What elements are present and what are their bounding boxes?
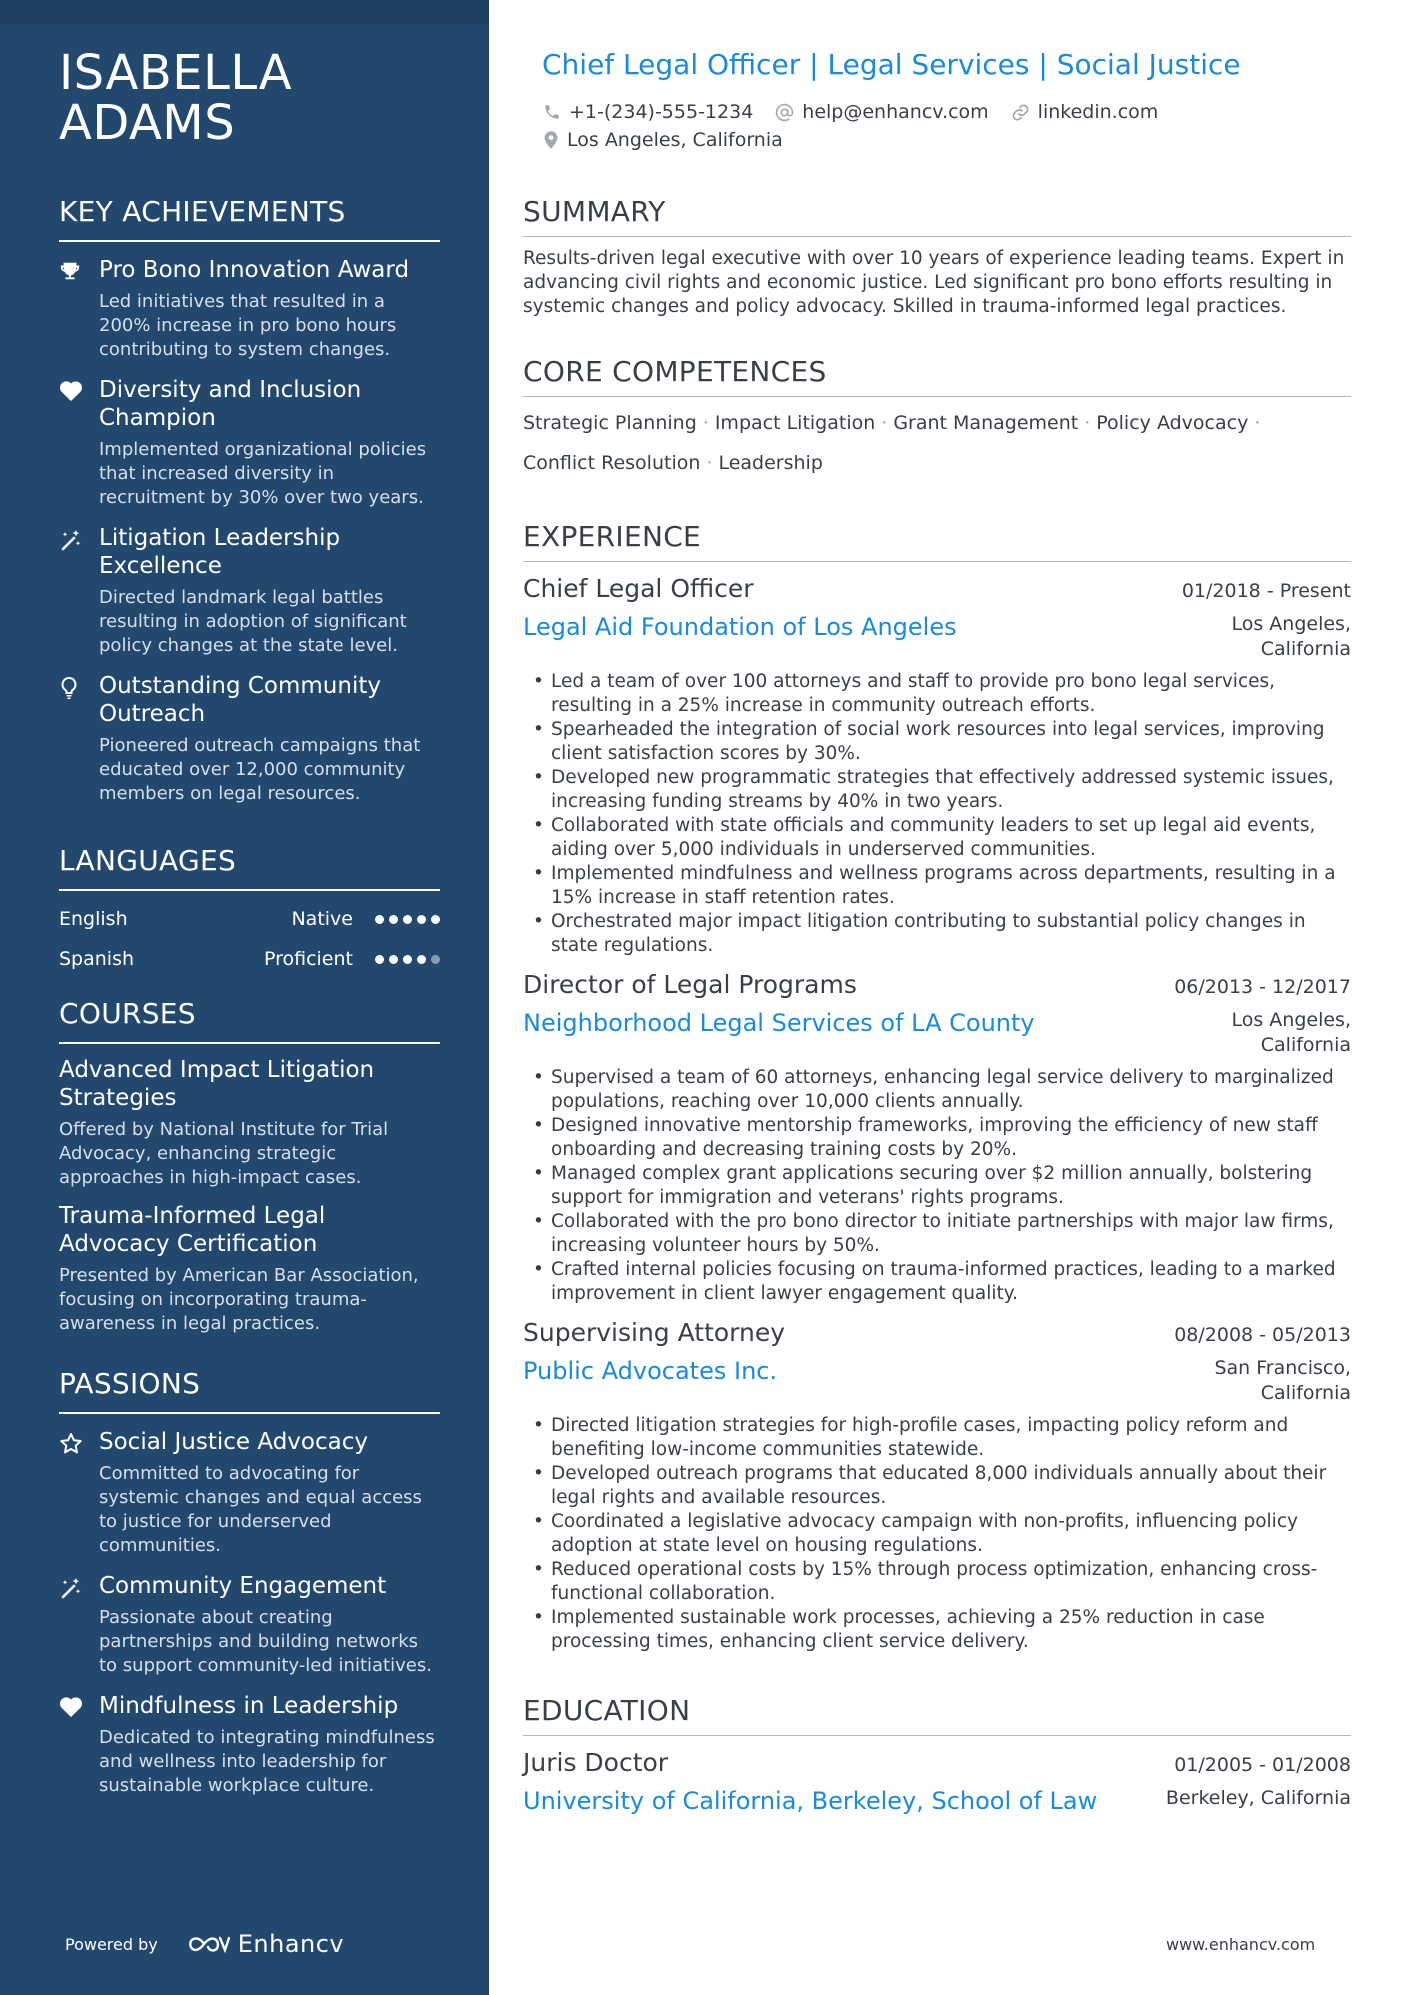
job-title: Chief Legal Officer: [523, 574, 754, 603]
course-item: [59, 1202, 440, 1336]
section-title: SUMMARY: [523, 194, 1351, 237]
rating-dot: [431, 915, 440, 924]
passion-item: [59, 1572, 440, 1678]
experience-section: [523, 519, 1351, 1654]
job-entry: [523, 572, 1351, 958]
course-desc: Presented by American Bar Association, focusing on incorporating trauma-awareness in legal practices.: [59, 1265, 419, 1334]
phone-text: +1-(234)-555-1234: [569, 101, 754, 123]
website-link[interactable]: www.enhancv.com: [1166, 1935, 1316, 1954]
course-desc: Offered by National Institute for Trial Advocacy, enhancing strategic approaches in high-impact cases.: [59, 1119, 389, 1188]
job-location: San Francisco, California: [1214, 1357, 1351, 1404]
section-title: LANGUAGES: [59, 843, 440, 891]
enhancv-logo-icon: [186, 1933, 230, 1955]
school-name[interactable]: University of California, Berkeley, School of Law: [523, 1787, 1098, 1815]
education-dates: 01/2005 - 01/2008: [1174, 1754, 1351, 1776]
achievement-desc: Directed landmark legal battles resulting in adoption of significant policy changes at the state level.: [99, 587, 407, 656]
section-title: EDUCATION: [523, 1693, 1351, 1736]
language-level: Proficient: [263, 948, 353, 970]
job-location: Los Angeles, California: [1231, 613, 1351, 660]
rating-dot: [389, 955, 398, 964]
passions-section: [59, 1366, 440, 1798]
contact-location: [543, 129, 783, 151]
job-company[interactable]: Legal Aid Foundation of Los Angeles: [523, 613, 957, 641]
job-dates: 01/2018 - Present: [1181, 580, 1351, 602]
language-level: Native: [291, 908, 353, 930]
job-bullet: • Designed innovative mentorship frameworks, improving the efficiency of new staff onboarding and decreasing training costs by 20%.: [523, 1114, 1351, 1162]
name-first: ISABELLA: [59, 45, 293, 101]
passion-title: Social Justice Advocacy: [99, 1429, 368, 1455]
passion-title: Mindfulness in Leadership: [99, 1693, 399, 1719]
job-bullets: [523, 1066, 1351, 1306]
job-bullet: • Collaborated with the pro bono director to initiate partnerships with major law firms, increasing volunteer hours by 50%.: [523, 1210, 1351, 1258]
job-bullet: • Supervised a team of 60 attorneys, enhancing legal service delivery to marginalized populations, reaching over 10,000 clients annually.: [523, 1066, 1351, 1114]
tag-separator: ·: [702, 412, 709, 434]
achievement-title: Diversity and Inclusion Champion: [99, 377, 362, 431]
language-row: [59, 939, 440, 979]
location-pin-icon: [543, 130, 559, 150]
job-bullet: • Reduced operational costs by 15% through process optimization, enhancing cross-functional collaboration.: [523, 1558, 1351, 1606]
powered-by: [65, 1930, 344, 1958]
job-bullet: • Collaborated with state officials and community leaders to set up legal aid events, aiding over 5,000 individuals in underserved communities.: [523, 814, 1351, 862]
lightbulb-icon: [59, 672, 99, 806]
passion-item: [59, 1692, 440, 1798]
rating-dot: [375, 955, 384, 964]
achievement-item: [59, 376, 440, 510]
rating-dot: [375, 915, 384, 924]
passion-desc: Passionate about creating partnerships and building networks to support community-led initiatives.: [99, 1607, 432, 1676]
rating-dot: [417, 915, 426, 924]
job-entry: [523, 968, 1351, 1306]
job-location: Los Angeles, California: [1231, 1009, 1351, 1056]
achievement-title: Outstanding Community Outreach: [99, 673, 381, 727]
job-bullet: • Crafted internal policies focusing on trauma-informed practices, leading to a marked improvement in client lawyer engagement quality.: [523, 1258, 1351, 1306]
at-sign-icon: [775, 103, 794, 122]
section-title: CORE COMPETENCES: [523, 354, 1351, 397]
achievement-desc: Pioneered outreach campaigns that educated over 12,000 community members on legal resources.: [99, 735, 421, 804]
achievement-title: Pro Bono Innovation Award: [99, 257, 410, 283]
contact-email[interactable]: [775, 101, 988, 123]
magic-wand-icon: [59, 524, 99, 658]
achievement-item: [59, 524, 440, 658]
section-title: COURSES: [59, 996, 440, 1044]
competence-tag: Policy Advocacy: [1096, 412, 1249, 434]
passion-desc: Committed to advocating for systemic changes and equal access to justice for underserved communities.: [99, 1463, 422, 1556]
languages-section: [59, 843, 440, 979]
phone-icon: [543, 103, 561, 121]
competence-tags: [523, 403, 1351, 483]
competence-tag: Strategic Planning: [523, 412, 697, 434]
key-achievements-section: [59, 194, 440, 806]
section-title: PASSIONS: [59, 1366, 440, 1414]
courses-section: [59, 996, 440, 1336]
job-title: Supervising Attorney: [523, 1318, 786, 1347]
tag-separator: ·: [1254, 412, 1261, 434]
language-row: [59, 899, 440, 939]
job-bullets: [523, 1414, 1351, 1654]
competence-tag: Conflict Resolution: [523, 452, 701, 474]
competence-tag: Grant Management: [893, 412, 1079, 434]
tag-separator: ·: [881, 412, 888, 434]
magic-wand-icon: [59, 1572, 99, 1678]
section-title: EXPERIENCE: [523, 519, 1351, 562]
job-bullet: • Directed litigation strategies for high-profile cases, impacting policy reform and benefiting low-income communities statewide.: [523, 1414, 1351, 1462]
course-title: Trauma-Informed Legal Advocacy Certification: [59, 1203, 326, 1257]
job-bullet: • Orchestrated major impact litigation contributing to substantial policy changes in state regulations.: [523, 910, 1351, 958]
contact-linkedin[interactable]: [1011, 101, 1159, 123]
job-title: Director of Legal Programs: [523, 970, 857, 999]
rating-dot: [431, 955, 440, 964]
course-item: [59, 1056, 440, 1190]
job-bullet: • Implemented sustainable work processes, achieving a 25% reduction in case processing times, enhancing client service delivery.: [523, 1606, 1351, 1654]
job-bullet: • Led a team of over 100 attorneys and staff to provide pro bono legal services, resulting in a 25% increase in community outreach efforts.: [523, 670, 1351, 718]
headline: Chief Legal Officer | Legal Services | Social Justice: [542, 48, 1241, 81]
job-bullet: • Managed complex grant applications securing over $2 million annually, bolstering support for immigration and veterans' rights programs.: [523, 1162, 1351, 1210]
job-company[interactable]: Public Advocates Inc.: [523, 1357, 778, 1385]
achievement-desc: Implemented organizational policies that increased diversity in recruitment by 30% over two years.: [99, 439, 427, 508]
tag-separator: ·: [1084, 412, 1091, 434]
section-title: KEY ACHIEVEMENTS: [59, 194, 440, 242]
achievement-item: [59, 672, 440, 806]
enhancv-logo-text: Enhancv: [237, 1930, 345, 1958]
language-name: English: [59, 908, 128, 930]
location-text: Los Angeles, California: [567, 129, 783, 151]
achievement-desc: Led initiatives that resulted in a 200% increase in pro bono hours contributing to system changes.: [99, 291, 397, 360]
language-rating: [375, 955, 440, 964]
contact-phone[interactable]: [543, 101, 753, 123]
trophy-icon: [59, 256, 99, 362]
enhancv-logo[interactable]: [186, 1930, 344, 1958]
passion-item: [59, 1428, 440, 1558]
linkedin-text: linkedin.com: [1037, 101, 1159, 123]
job-bullets: [523, 670, 1351, 958]
language-name: Spanish: [59, 948, 135, 970]
competence-tag: Impact Litigation: [714, 412, 876, 434]
powered-by-label: Powered by: [65, 1934, 158, 1954]
sidebar: [0, 0, 489, 1995]
summary-text: Results-driven legal executive with over 10 years of experience leading teams. Expert in advancing civil rights and economic justice. Led significant pro bono efforts resulting in systemic changes and policy advocacy. Skilled in trauma-informed legal practices.: [523, 248, 1345, 317]
achievement-item: [59, 256, 440, 362]
job-bullet: • Coordinated a legislative advocacy campaign with non-profits, influencing policy adoption at state level on housing regulations.: [523, 1510, 1351, 1558]
rating-dot: [403, 955, 412, 964]
rating-dot: [389, 915, 398, 924]
education-entry: [523, 1746, 1351, 1816]
job-bullet: • Developed outreach programs that educated 8,000 individuals annually about their legal rights and available resources.: [523, 1462, 1351, 1510]
passion-title: Community Engagement: [99, 1573, 387, 1599]
achievement-title: Litigation Leadership Excellence: [99, 525, 341, 579]
passion-desc: Dedicated to integrating mindfulness and wellness into leadership for sustainable workplace culture.: [99, 1727, 435, 1796]
course-title: Advanced Impact Litigation Strategies: [59, 1057, 375, 1111]
education-section: [523, 1693, 1351, 1816]
job-company[interactable]: Neighborhood Legal Services of LA County: [523, 1009, 1035, 1037]
job-dates: 06/2013 - 12/2017: [1174, 976, 1351, 998]
candidate-name: [59, 45, 459, 151]
email-text: help@enhancv.com: [802, 101, 989, 123]
competences-section: [523, 354, 1351, 483]
summary-section: [523, 194, 1351, 319]
tag-separator: ·: [706, 452, 713, 474]
job-bullet: • Implemented mindfulness and wellness programs across departments, resulting in a 15% increase in staff retention rates.: [523, 862, 1351, 910]
link-icon: [1011, 103, 1030, 122]
heart-icon: [59, 376, 99, 510]
degree: Juris Doctor: [523, 1748, 669, 1777]
language-rating: [375, 915, 440, 924]
name-last: ADAMS: [59, 95, 236, 151]
education-location: Berkeley, California: [1165, 1787, 1351, 1809]
job-entry: [523, 1316, 1351, 1654]
star-icon: [59, 1428, 99, 1558]
competence-tag: Leadership: [718, 452, 823, 474]
sidebar-top-strip: [0, 0, 489, 24]
job-dates: 08/2008 - 05/2013: [1174, 1324, 1351, 1346]
rating-dot: [417, 955, 426, 964]
job-bullet: • Spearheaded the integration of social work resources into legal services, improving client satisfaction scores by 30%.: [523, 718, 1351, 766]
contact-info: [543, 98, 1343, 154]
rating-dot: [403, 915, 412, 924]
heart-icon: [59, 1692, 99, 1798]
job-bullet: • Developed new programmatic strategies that effectively addressed systemic issues, increasing funding streams by 40% in two years.: [523, 766, 1351, 814]
